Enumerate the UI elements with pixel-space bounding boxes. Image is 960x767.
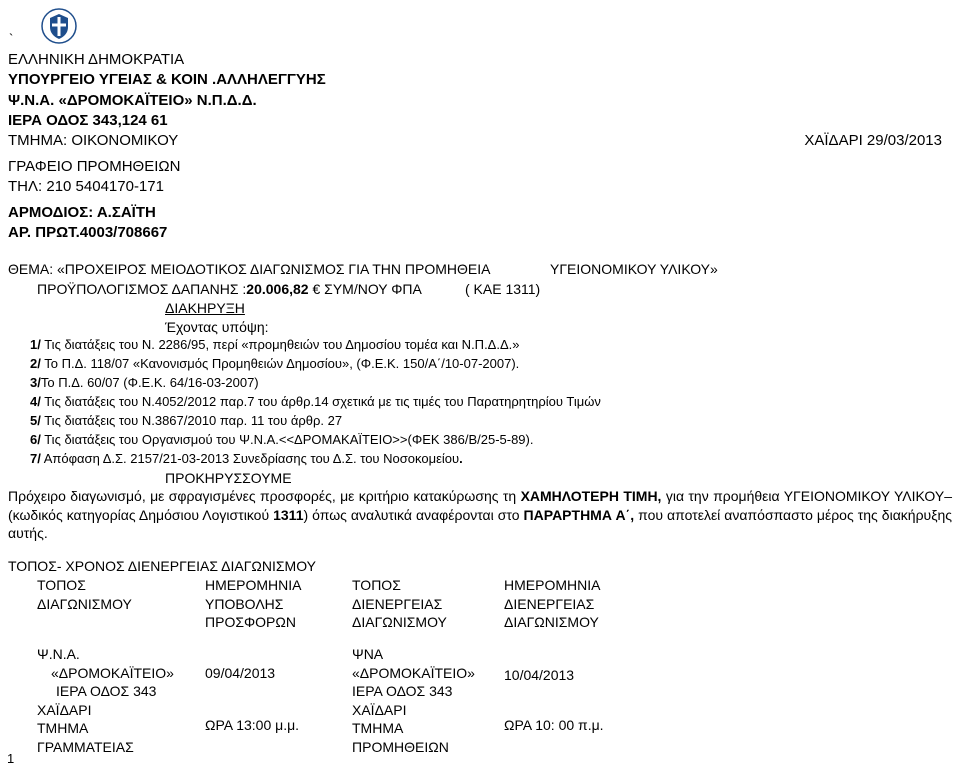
paragraph-bold: 1311	[273, 506, 304, 523]
budget-rest: € ΣΥΜ/ΝΟΥ ΦΠΑ	[308, 281, 422, 297]
consideration-item	[30, 412, 342, 429]
budget-label: ΠΡΟΫΠΟΛΟΓΙΣΜΟΣ ΔΑΠΑΝΗΣ :	[37, 281, 247, 297]
item-number: 4/	[30, 394, 41, 409]
header-line: ΔΙΑΓΩΝΙΣΜΟΥ	[352, 614, 447, 630]
header-line: ΤΟΠΟΣ	[352, 577, 401, 593]
cell-place-conduct	[352, 645, 475, 756]
paragraph-bold: ΧΑΜΗΛΟΤΕΡΗ ΤΙΜΗ,	[520, 488, 662, 504]
paragraph-text: για την προμήθεια ΥΓΕΙΟΝΟΜΙΚΟΥ ΥΛΙΚΟΥ– (κωδικός κατηγορίας Δημόσιου Λογιστικού	[8, 488, 952, 523]
header-line: ΔΙΑΓΩΝΙΣΜΟΥ	[37, 595, 132, 612]
cell-line: Ψ.Ν.Α.	[37, 646, 80, 662]
paragraph-text: Πρόχειρο διαγωνισμό, με σφραγισμένες προσφορές, με κριτήριο κατακύρωσης τη	[8, 488, 521, 504]
cell-line: ΨΝΑ	[352, 646, 384, 662]
announce-heading: ΠΡΟΚΗΡΥΣΣΟΥΜΕ	[165, 470, 292, 486]
cell-line: «ΔΡΟΜΟΚΑΪΤΕΙΟ»	[352, 664, 475, 681]
cell-submit-date: 09/04/2013	[205, 665, 276, 681]
header-responsible: ΑΡΜΟΔΙΟΣ: Α.ΣΑΪΤΗ	[8, 204, 156, 221]
budget-value: 20.006,82	[246, 281, 309, 297]
header-conduct-place	[352, 576, 447, 632]
item-number: 6/	[30, 432, 41, 447]
stray-mark: `	[9, 31, 14, 46]
cell-conduct-time: ΩΡΑ 10: 00 π.μ.	[504, 717, 604, 733]
item-number: 3/	[30, 375, 41, 390]
body-paragraph	[8, 487, 952, 543]
cell-place-submit	[37, 645, 174, 756]
item-text: Απόφαση Δ.Σ. 2157/21-03-2013 Συνεδρίασης του Δ.Σ. του Νοσοκομείου	[40, 451, 460, 466]
paragraph-bold: ΠΑΡΑΡΤΗΜΑ Α΄,	[523, 506, 635, 523]
paragraph-text: ) όπως αναλυτικά αναφέρονται στο	[303, 506, 524, 523]
item-number: 1/	[30, 337, 41, 352]
cell-line: ΙΕΡΑ ΟΔΟΣ 343	[56, 683, 157, 699]
item-text: Τις διατάξεις του Ν. 2286/95, περί «προμηθειών του Δημοσίου τομέα και Ν.Π.Δ.Δ.»	[40, 337, 520, 352]
header-address: ΙΕΡΑ ΟΔΟΣ 343,124 61	[8, 112, 168, 129]
item-number: 2/	[30, 356, 41, 371]
cell-line: ΙΕΡΑ ΟΔΟΣ 343	[352, 683, 453, 699]
consideration-item	[30, 374, 259, 391]
header-conduct-date	[504, 576, 600, 632]
header-ministry: ΥΠΟΥΡΓΕΙΟ ΥΓΕΙΑΣ & ΚΟΙΝ .ΑΛΛΗΛΕΓΓΥΗΣ	[8, 71, 326, 88]
cell-line: ΤΜΗΜΑ	[37, 720, 89, 736]
cell-line: ΧΑΪΔΑΡΙ	[352, 701, 407, 718]
item-text: Το Π.Δ. 60/07 (Φ.Ε.Κ. 64/16-03-2007)	[40, 375, 259, 390]
cell-line: «ΔΡΟΜΟΚΑΪΤΕΙΟ»	[51, 664, 174, 681]
header-line: ΗΜΕΡΟΜΗΝΙΑ	[205, 577, 302, 593]
consideration-item	[30, 450, 463, 467]
consideration-item	[30, 355, 519, 372]
header-line: ΔΙΕΝΕΡΓΕΙΑΣ	[504, 595, 595, 612]
having-considered: Έχοντας υπόψη:	[165, 319, 269, 335]
item-text: Τις διατάξεις του Ν.3867/2010 παρ. 11 του άρθρ. 27	[40, 413, 343, 428]
header-submission-date	[205, 576, 301, 632]
header-place-date: ΧΑΪΔΑΡΙ 29/03/2013	[804, 132, 942, 149]
cell-line: ΠΡΟΜΗΘΕΙΩΝ	[352, 738, 449, 755]
greek-emblem-icon	[41, 8, 77, 44]
budget-line	[37, 280, 422, 298]
item-text: Τις διατάξεις του Ν.4052/2012 παρ.7 του άρθρ.14 σχετικά με τις τιμές του Παρατηρητηρίου Τιμών	[40, 394, 601, 409]
subject-line: ΘΕΜΑ: «ΠΡΟΧΕΙΡΟΣ ΜΕΙΟΔΟΤΙΚΟΣ ΔΙΑΓΩΝΙΣΜΟΣ ΓΙΑ ΤΗΝ ΠΡΟΜΗΘΕΙΑ	[8, 261, 491, 277]
kae-code: ( ΚΑΕ 1311)	[465, 281, 541, 297]
cell-conduct-date: 10/04/2013	[504, 667, 575, 683]
header-place-contest	[37, 576, 132, 613]
declaration-title: ΔΙΑΚΗΡΥΞΗ	[165, 300, 245, 316]
header-department: ΤΜΗΜΑ: ΟΙΚΟΝΟΜΙΚΟΥ	[8, 132, 179, 149]
item-number: 5/	[30, 413, 41, 428]
item-text: Το Π.Δ. 118/07 «Κανονισμός Προμηθειών Δημοσίου», (Φ.Ε.Κ. 150/Α΄/10-07-2007).	[40, 356, 520, 371]
header-hospital: Ψ.Ν.Α. «ΔΡΟΜΟΚΑΪΤΕΙΟ» Ν.Π.Δ.Δ.	[8, 92, 257, 109]
header-phone: ΤΗΛ: 210 5404170-171	[8, 178, 164, 195]
header-country: ΕΛΛΗΝΙΚΗ ΔΗΜΟΚΡΑΤΙΑ	[8, 51, 185, 68]
header-line: ΥΠΟΒΟΛΗΣ	[205, 595, 284, 612]
table-caption: ΤΟΠΟΣ- ΧΡΟΝΟΣ ΔΙΕΝΕΡΓΕΙΑΣ ΔΙΑΓΩΝΙΣΜΟΥ	[8, 558, 316, 574]
cell-line: ΤΜΗΜΑ	[352, 720, 404, 736]
page-number: 1	[7, 751, 15, 766]
cell-line: ΓΡΑΜΜΑΤΕΙΑΣ	[37, 738, 134, 755]
item-tail: .	[459, 451, 463, 466]
header-protocol: ΑΡ. ΠΡΩΤ.4003/708667	[8, 224, 168, 241]
header-office: ΓΡΑΦΕΙΟ ΠΡΟΜΗΘΕΙΩΝ	[8, 158, 181, 175]
item-number: 7/	[30, 451, 41, 466]
item-text: Τις διατάξεις του Οργανισμού του Ψ.Ν.Α.<<ΔΡΟΜΑΚΑΪΤΕΙΟ>>(ΦΕΚ 386/Β/25-5-89).	[40, 432, 534, 447]
header-line: ΔΙΕΝΕΡΓΕΙΑΣ	[352, 595, 443, 612]
consideration-item	[30, 336, 520, 353]
paragraph-text: που αποτελεί αναπόσπαστο μέρος της διακήρυξης αυτής.	[8, 506, 952, 541]
header-line: ΗΜΕΡΟΜΗΝΙΑ	[504, 577, 601, 593]
header-line: ΠΡΟΣΦΟΡΩΝ	[205, 614, 296, 630]
consideration-item	[30, 393, 601, 410]
header-line: ΤΟΠΟΣ	[37, 577, 86, 593]
subject-line-material: ΥΓΕΙΟΝΟΜΙΚΟΥ ΥΛΙΚΟΥ»	[550, 261, 718, 277]
cell-submit-time: ΩΡΑ 13:00 μ.μ.	[205, 717, 300, 733]
consideration-item	[30, 431, 533, 448]
header-line: ΔΙΑΓΩΝΙΣΜΟΥ	[504, 614, 599, 630]
cell-line: ΧΑΪΔΑΡΙ	[37, 701, 92, 718]
